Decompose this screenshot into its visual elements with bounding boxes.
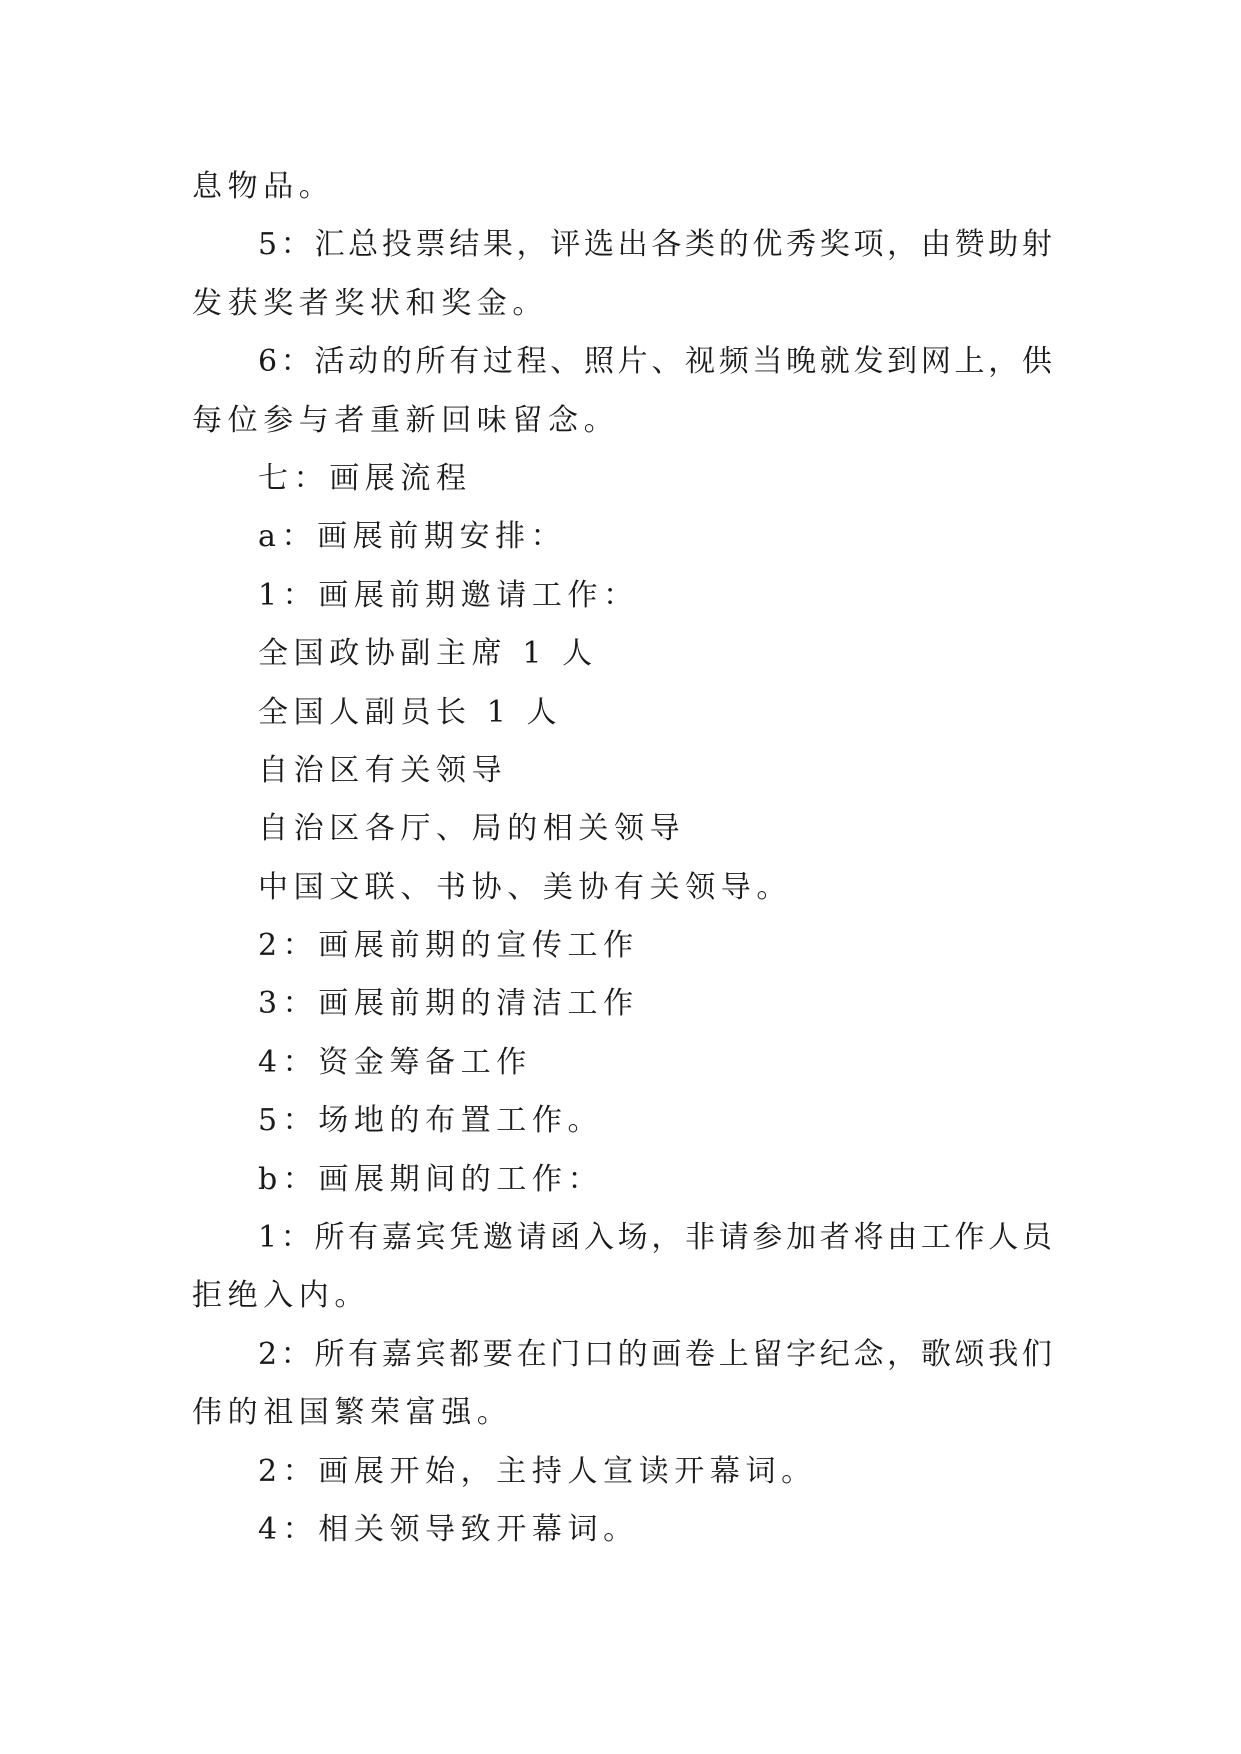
text-line: 自治区有关领导 bbox=[258, 752, 508, 788]
text-line: b：画展期间的工作： bbox=[258, 1161, 604, 1197]
text-line: 每位参与者重新回味留念。 bbox=[192, 402, 620, 438]
text-line: 2：画展前期的宣传工作 bbox=[258, 928, 639, 964]
text-line: 发获奖者奖状和奖金。 bbox=[192, 285, 548, 321]
text-line: 全国政协副主席 1 人 bbox=[258, 636, 598, 672]
text-line: 全国人副员长 1 人 bbox=[258, 694, 563, 730]
text-line: 3：画展前期的清洁工作 bbox=[258, 986, 639, 1022]
text-line: 5：场地的布置工作。 bbox=[258, 1103, 604, 1139]
text-line: 息物品。 bbox=[192, 169, 335, 204]
text-line: 5 ： 汇 总 投 票 结 果 ， 评 选 出 各 类 的 优 秀 奖 项 ， 由 赞 助 射 bbox=[258, 227, 1052, 263]
text-line: 4：相关领导致开幕词。 bbox=[258, 1511, 639, 1547]
text-line: 1 ： 所 有 嘉 宾 凭 邀 请 函 入 场 ， 非 请 参 加 者 将 由 工 作 人 员 bbox=[258, 1220, 1052, 1256]
text-line: 中国文联、书协、美协有关领导。 bbox=[258, 869, 792, 905]
text-line: a：画展前期安排： bbox=[258, 519, 567, 555]
text-line: 2 ： 所 有 嘉 宾 都 要 在 门 口 的 画 卷 上 留 字 纪 念 ， 歌 颂 我 们 bbox=[258, 1336, 1052, 1372]
text-line: 七：画展流程 bbox=[258, 460, 472, 496]
text-line: 伟的祖国繁荣富强。 bbox=[192, 1395, 513, 1431]
text-line: 2：画展开始，主持人宣读开幕词。 bbox=[258, 1453, 817, 1489]
document-body bbox=[192, 158, 1052, 1559]
text-line: 1：画展前期邀请工作： bbox=[258, 577, 639, 613]
text-line: 6 ： 活 动 的 所 有 过 程 、 照 片 、 视 频 当 晚 就 发 到 网 上 ， 供 bbox=[258, 344, 1052, 380]
text-line: 拒绝入内。 bbox=[192, 1278, 370, 1314]
text-line: 4：资金筹备工作 bbox=[258, 1044, 532, 1080]
text-line: 自治区各厅、局的相关领导 bbox=[258, 811, 686, 847]
